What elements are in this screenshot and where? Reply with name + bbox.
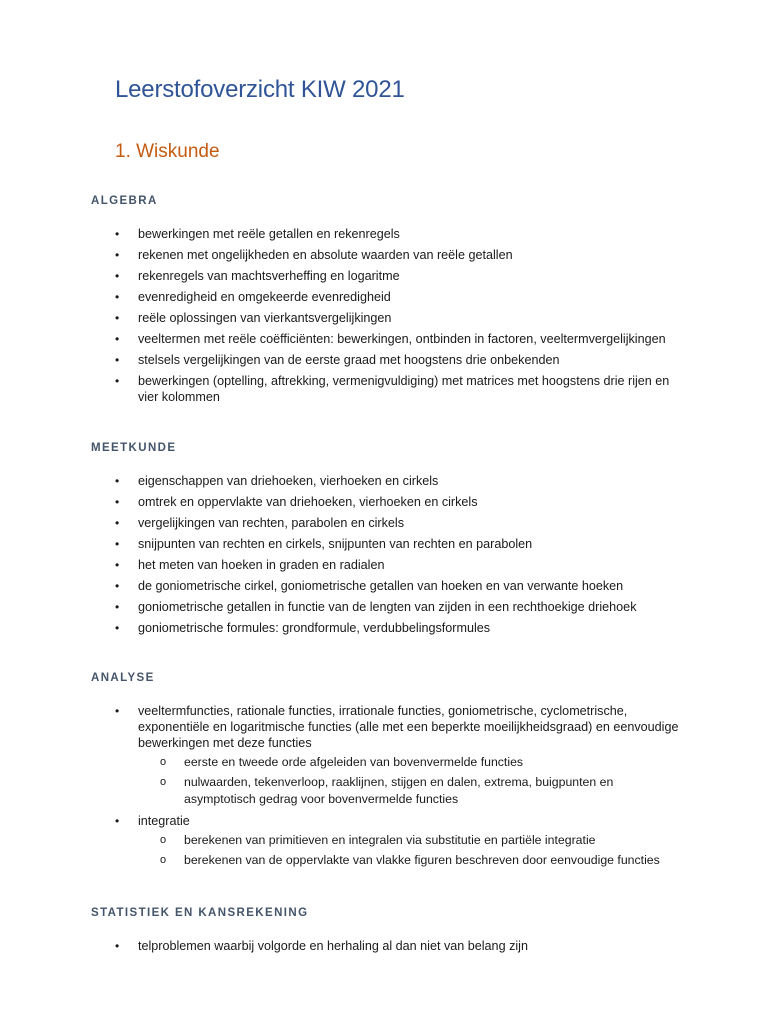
bullet-icon: • xyxy=(115,474,120,488)
list-item xyxy=(0,813,680,869)
bullet-icon: • xyxy=(115,353,120,367)
list-item xyxy=(0,494,680,510)
bullet-icon: • xyxy=(115,621,120,635)
list-item xyxy=(0,938,680,954)
bullet-icon: • xyxy=(115,374,120,388)
list-item xyxy=(0,620,680,636)
bullet-icon: • xyxy=(115,311,120,325)
item-text: omtrek en oppervlakte van driehoeken, vierhoeken en cirkels xyxy=(138,495,478,509)
heading-analyse: ANALYSE xyxy=(91,672,155,684)
list-item xyxy=(0,557,680,573)
bullet-icon: • xyxy=(115,227,120,241)
sub-list xyxy=(138,754,680,808)
bullet-icon: • xyxy=(115,516,120,530)
bullet-icon: • xyxy=(115,600,120,614)
item-text: veeltermfuncties, rationale functies, irrationale functies, goniometrische, cyclometrische, exponentiële en logaritmische functies (alle met een beperkte moeilijkheidsgraad) en eenvoudige bewerkingen met deze functies xyxy=(138,704,679,750)
bullet-icon: • xyxy=(115,579,120,593)
list-item xyxy=(0,226,680,242)
bullet-icon: • xyxy=(115,248,120,262)
item-text: evenredigheid en omgekeerde evenredigheid xyxy=(138,290,391,304)
list-item xyxy=(0,536,680,552)
item-text: goniometrische getallen in functie van de lengten van zijden in een rechthoekige driehoek xyxy=(138,600,637,614)
heading-statistiek: STATISTIEK EN KANSREKENING xyxy=(91,907,309,919)
item-text: telproblemen waarbij volgorde en herhaling al dan niet van belang zijn xyxy=(138,939,528,953)
bullet-icon: • xyxy=(115,269,120,283)
circle-bullet-icon: o xyxy=(160,756,167,768)
sub-list xyxy=(138,832,680,869)
item-text: goniometrische formules: grondformule, verdubbelingsformules xyxy=(138,621,491,635)
bullet-icon: • xyxy=(115,537,120,551)
item-text: snijpunten van rechten en cirkels, snijpunten van rechten en parabolen xyxy=(138,537,533,551)
list-item xyxy=(0,310,680,326)
item-text: reële oplossingen van vierkantsvergelijkingen xyxy=(138,311,392,325)
bullet-icon: • xyxy=(115,704,120,718)
list-item xyxy=(0,578,680,594)
item-text: bewerkingen (optelling, aftrekking, vermenigvuldiging) met matrices met hoogstens drie rijen en vier kolommen xyxy=(138,374,670,404)
item-text: de goniometrische cirkel, goniometrische getallen van hoeken en van verwante hoeken xyxy=(138,579,624,593)
list-item xyxy=(0,268,680,284)
item-text: integratie xyxy=(138,814,190,828)
bullet-icon: • xyxy=(115,558,120,572)
circle-bullet-icon: o xyxy=(160,834,167,846)
item-text: rekenregels van machtsverheffing en logaritme xyxy=(138,269,400,283)
heading-meetkunde: MEETKUNDE xyxy=(91,442,177,454)
sub-item-text: eerste en tweede orde afgeleiden van bovenvermelde functies xyxy=(184,755,524,769)
item-text: stelsels vergelijkingen van de eerste graad met hoogstens drie onbekenden xyxy=(138,353,560,367)
sub-item-text: berekenen van de oppervlakte van vlakke figuren beschreven door eenvoudige functies xyxy=(184,853,660,867)
item-text: bewerkingen met reële getallen en rekenregels xyxy=(138,227,400,241)
circle-bullet-icon: o xyxy=(160,776,167,788)
heading-algebra: ALGEBRA xyxy=(91,195,158,207)
list-meetkunde xyxy=(0,473,680,641)
sub-list-item xyxy=(138,774,680,808)
list-item xyxy=(0,473,680,489)
list-analyse xyxy=(0,703,680,874)
sub-item-text: nulwaarden, tekenverloop, raaklijnen, stijgen en dalen, extrema, buigpunten en asymptotisch gedrag voor bovenvermelde functies xyxy=(184,775,614,806)
list-item xyxy=(0,247,680,263)
list-item xyxy=(0,331,680,347)
bullet-icon: • xyxy=(115,495,120,509)
list-item xyxy=(0,289,680,305)
list-algebra xyxy=(0,226,680,410)
list-statistiek xyxy=(0,938,680,959)
bullet-icon: • xyxy=(115,814,120,828)
item-text: het meten van hoeken in graden en radialen xyxy=(138,558,385,572)
circle-bullet-icon: o xyxy=(160,854,167,866)
item-text: vergelijkingen van rechten, parabolen en cirkels xyxy=(138,516,405,530)
item-text: rekenen met ongelijkheden en absolute waarden van reële getallen xyxy=(138,248,513,262)
bullet-icon: • xyxy=(115,332,120,346)
document-title: Leerstofoverzicht KIW 2021 xyxy=(115,76,405,103)
section-title: 1. Wiskunde xyxy=(115,141,220,162)
sub-list-item xyxy=(138,754,680,771)
list-item xyxy=(0,515,680,531)
list-item xyxy=(0,373,680,405)
sub-item-text: berekenen van primitieven en integralen via substitutie en partiële integratie xyxy=(184,833,596,847)
bullet-icon: • xyxy=(115,290,120,304)
sub-list-item xyxy=(138,852,680,869)
sub-list-item xyxy=(138,832,680,849)
item-text: veeltermen met reële coëfficiënten: bewerkingen, ontbinden in factoren, veeltermvergelijkingen xyxy=(138,332,666,346)
list-item xyxy=(0,352,680,368)
bullet-icon: • xyxy=(115,939,120,953)
list-item xyxy=(0,599,680,615)
item-text: eigenschappen van driehoeken, vierhoeken en cirkels xyxy=(138,474,439,488)
list-item xyxy=(0,703,680,808)
